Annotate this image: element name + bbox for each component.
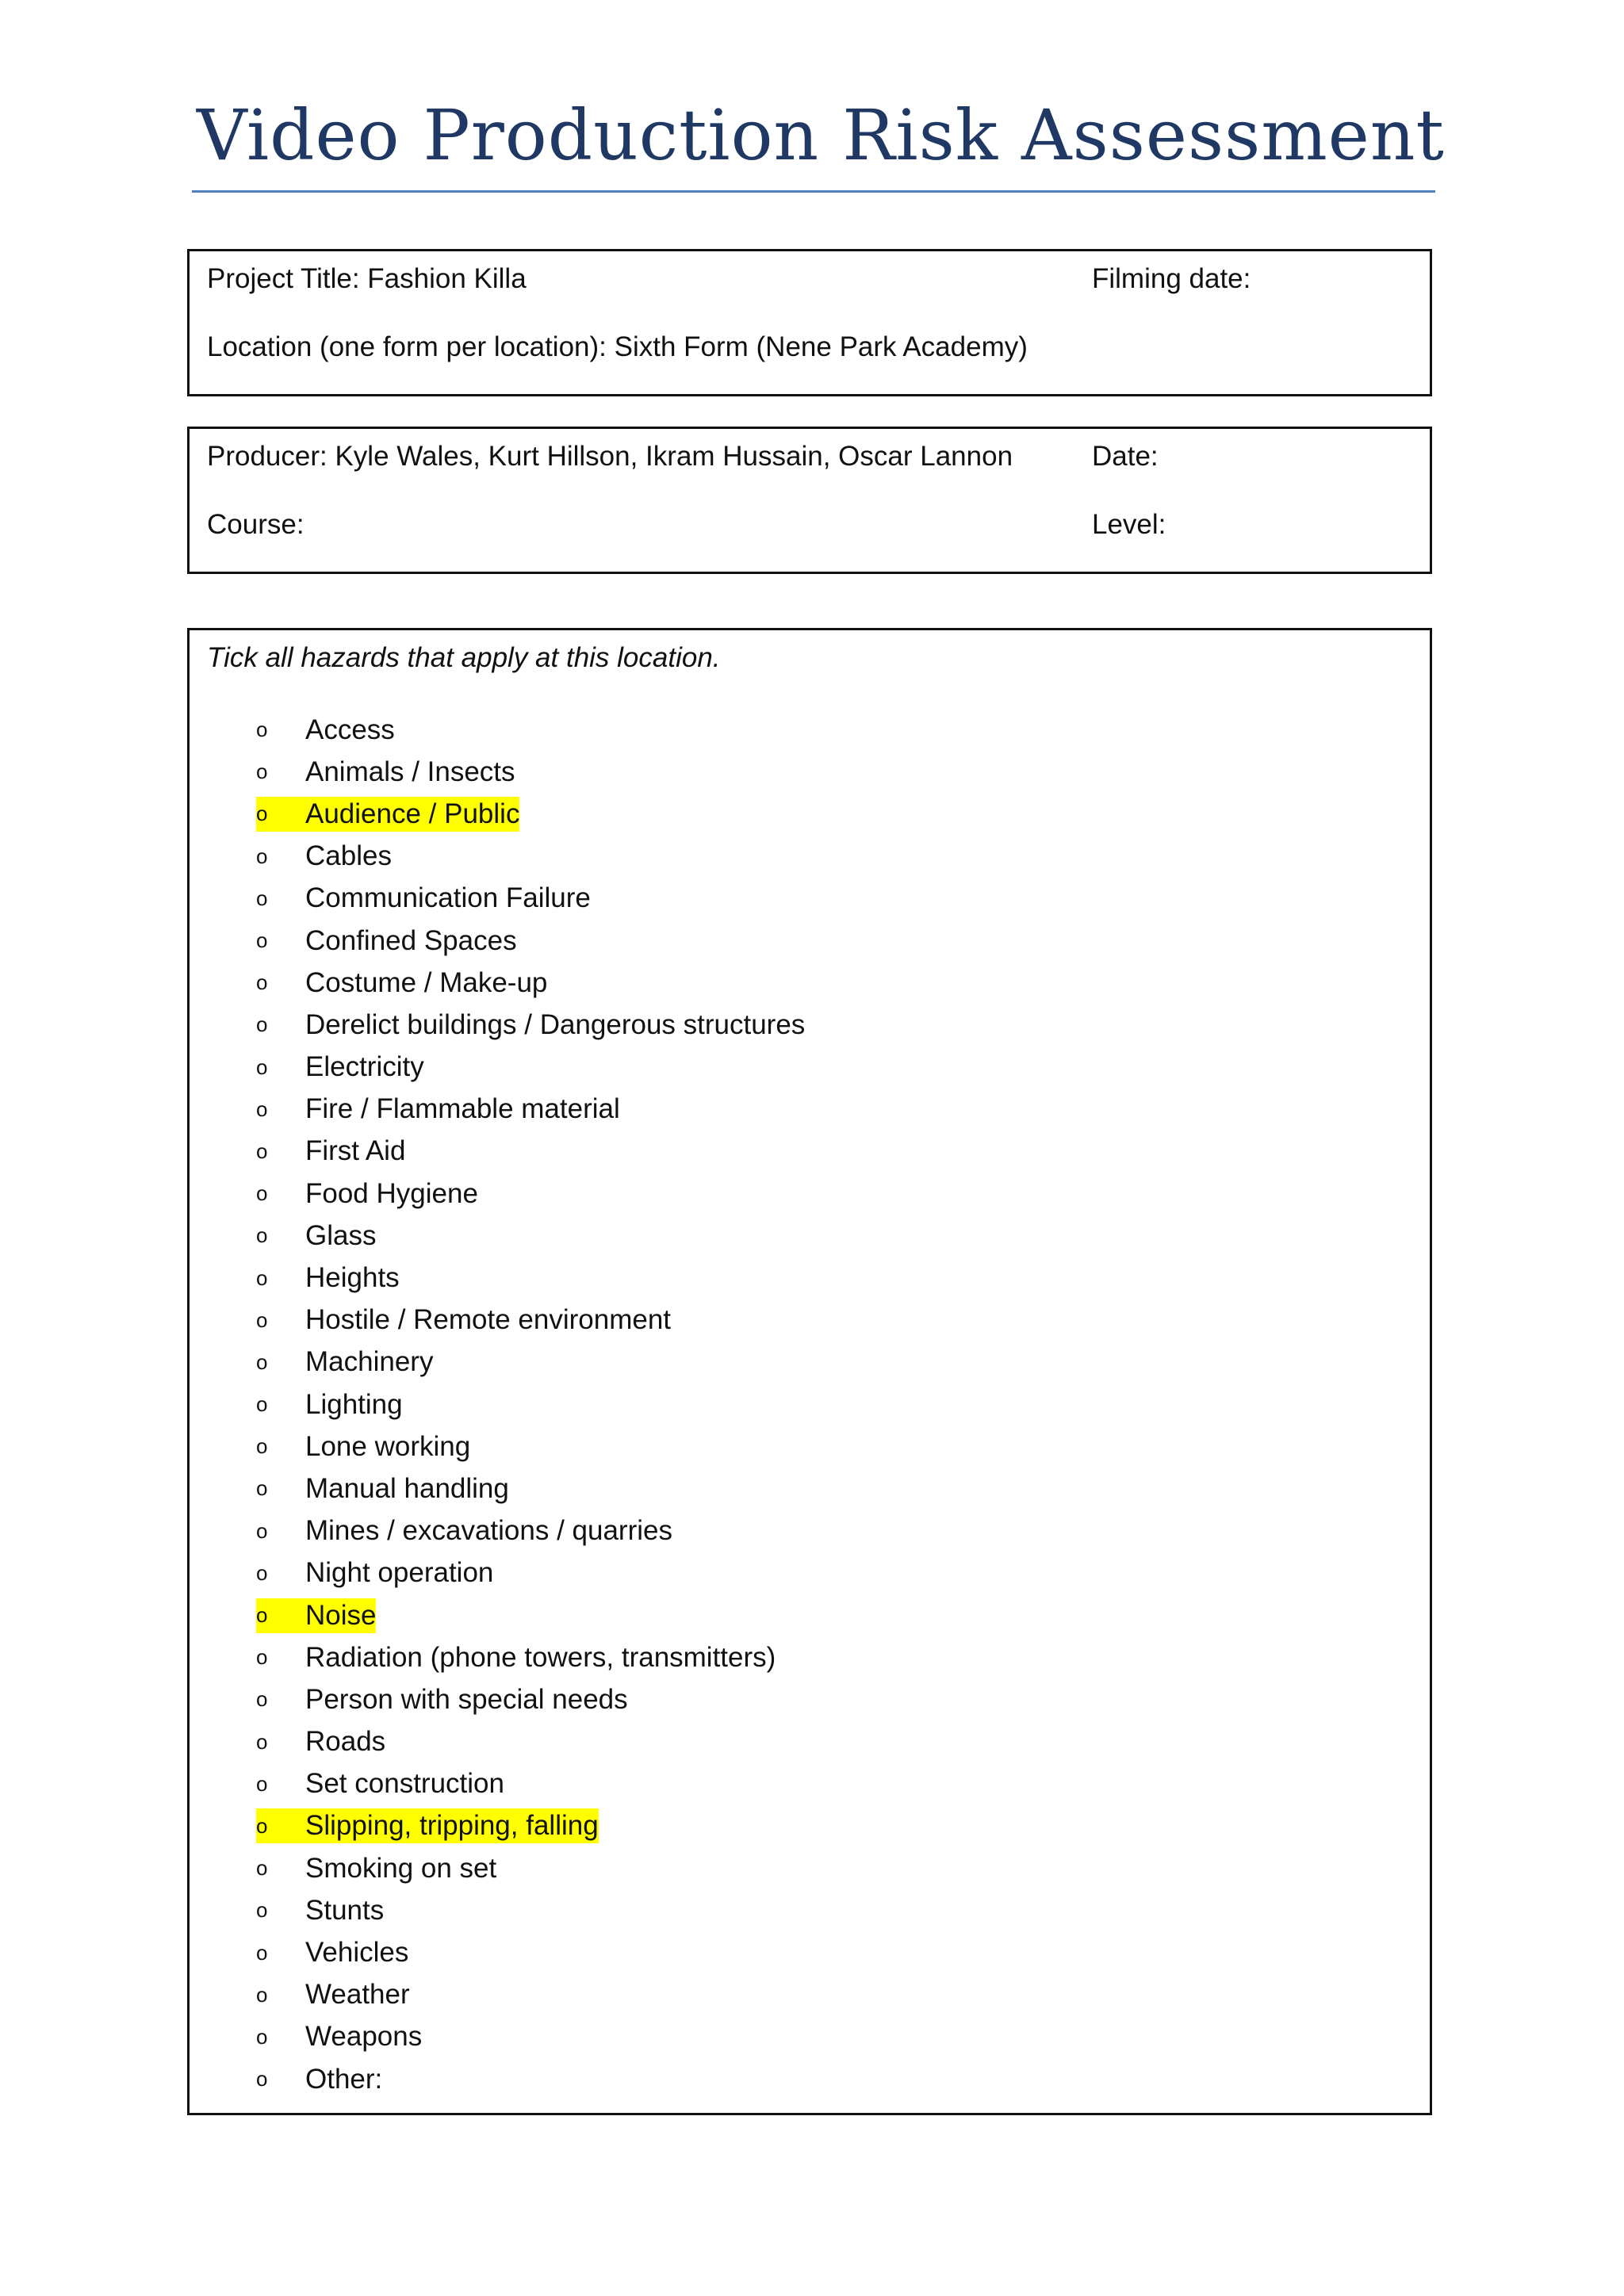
hazard-label: Electricity (305, 1051, 424, 1083)
hazard-row (256, 966, 547, 1001)
hazards-instruction: Tick all hazards that apply at this location. (207, 642, 721, 673)
hazards-box (187, 628, 1432, 2115)
circle-bullet-icon[interactable]: o (256, 1518, 268, 1543)
hazard-row (256, 1640, 776, 1675)
circle-bullet-icon[interactable]: o (256, 1223, 268, 1248)
hazard-item[interactable] (256, 1468, 805, 1510)
hazard-item[interactable] (256, 1510, 805, 1552)
hazard-row (256, 1219, 376, 1253)
hazard-item[interactable] (256, 1004, 805, 1046)
hazard-item[interactable] (256, 1974, 805, 2016)
hazard-item[interactable] (256, 1173, 805, 1215)
circle-bullet-icon[interactable]: o (256, 886, 268, 910)
hazard-item[interactable] (256, 1678, 805, 1720)
hazard-label: Animals / Insects (305, 756, 515, 787)
hazard-item[interactable] (256, 2016, 805, 2058)
circle-bullet-icon[interactable]: o (256, 1645, 268, 1670)
hazard-row (256, 1429, 470, 1464)
hazard-row (256, 1008, 805, 1043)
hazard-row (256, 1387, 403, 1422)
circle-bullet-icon[interactable]: o (256, 1012, 268, 1037)
circle-bullet-icon[interactable]: o (256, 1096, 268, 1121)
hazard-label: Person with special needs (305, 1683, 628, 1715)
hazard-row (256, 839, 392, 874)
hazard-label: Audience / Public (305, 798, 520, 829)
circle-bullet-icon[interactable]: o (256, 802, 268, 826)
hazard-item[interactable] (256, 1594, 805, 1636)
hazard-row (256, 1766, 504, 1801)
hazard-label: Communication Failure (305, 882, 591, 914)
circle-bullet-icon[interactable]: o (256, 1898, 268, 1923)
hazard-row (256, 1177, 478, 1211)
hazard-row (256, 1893, 384, 1928)
hazard-row (256, 1261, 400, 1295)
hazard-label: Mines / excavations / quarries (305, 1515, 672, 1547)
hazard-label: Vehicles (305, 1937, 409, 1969)
hazard-label: Noise (305, 1599, 377, 1631)
circle-bullet-icon[interactable]: o (256, 1940, 268, 1965)
circle-bullet-icon[interactable]: o (256, 1054, 268, 1079)
hazard-label: Derelict buildings / Dangerous structures (305, 1008, 806, 1040)
hazard-item[interactable] (256, 962, 805, 1004)
hazard-label: Hostile / Remote environment (305, 1304, 672, 1336)
circle-bullet-icon[interactable]: o (256, 1392, 268, 1417)
circle-bullet-icon[interactable]: o (256, 970, 268, 995)
level-field: Level: (1092, 509, 1166, 540)
hazard-list (256, 709, 805, 2100)
hazard-item[interactable] (256, 1215, 805, 1257)
hazard-item[interactable] (256, 1341, 805, 1383)
circle-bullet-icon[interactable]: o (256, 928, 268, 953)
date-field: Date: (1092, 441, 1159, 472)
hazard-highlight (256, 797, 519, 832)
hazard-highlight (256, 1598, 376, 1633)
hazard-item[interactable] (256, 1889, 805, 1931)
hazard-row (256, 1092, 620, 1127)
hazard-item[interactable] (256, 793, 805, 835)
circle-bullet-icon[interactable]: o (256, 1603, 268, 1628)
hazard-row (256, 1471, 509, 1506)
hazard-item[interactable] (256, 1552, 805, 1594)
hazard-label: Machinery (305, 1346, 434, 1378)
hazard-row (256, 1513, 672, 1548)
hazard-row (256, 1851, 496, 1886)
hazard-row (256, 1977, 410, 2012)
hazard-row (256, 1345, 433, 1380)
hazard-item[interactable] (256, 920, 805, 962)
hazard-label: Lone working (305, 1430, 471, 1462)
circle-bullet-icon[interactable]: o (256, 1349, 268, 1374)
hazard-item[interactable] (256, 1383, 805, 1425)
hazard-row (256, 1556, 493, 1590)
title-underline (192, 190, 1435, 193)
hazard-item[interactable] (256, 1721, 805, 1763)
hazard-label: Cables (305, 840, 392, 872)
producer-field: Producer: Kyle Wales, Kurt Hillson, Ikram Hussain, Oscar Lannon (207, 441, 1013, 472)
circle-bullet-icon[interactable]: o (256, 1560, 268, 1585)
hazard-label: Lighting (305, 1388, 403, 1420)
hazard-highlight (256, 1808, 599, 1843)
hazard-label: Stunts (305, 1894, 385, 1926)
hazard-item[interactable] (256, 1763, 805, 1805)
circle-bullet-icon[interactable]: o (256, 1813, 268, 1838)
hazard-label: Glass (305, 1219, 377, 1251)
hazard-item[interactable] (256, 1425, 805, 1468)
hazard-item[interactable] (256, 2058, 805, 2100)
hazard-label: Food Hygiene (305, 1177, 478, 1209)
hazard-label: Fire / Flammable material (305, 1093, 620, 1125)
hazard-row (256, 713, 395, 748)
circle-bullet-icon[interactable]: o (256, 2067, 268, 2091)
hazard-item[interactable] (256, 878, 805, 920)
hazard-label: Manual handling (305, 1472, 509, 1504)
hazard-label: Slipping, tripping, falling (305, 1810, 599, 1842)
hazard-label: Access (305, 714, 395, 745)
hazard-item[interactable] (256, 1089, 805, 1131)
hazard-row (256, 1303, 671, 1337)
hazard-label: Heights (305, 1262, 400, 1294)
hazard-item[interactable] (256, 1847, 805, 1889)
hazard-label: Smoking on set (305, 1852, 497, 1884)
hazard-row (256, 1050, 424, 1085)
location-field: Location (one form per location): Sixth Form (Nene Park Academy) (207, 331, 1028, 362)
circle-bullet-icon[interactable]: o (256, 844, 268, 868)
hazard-label: Roads (305, 1726, 386, 1758)
circle-bullet-icon[interactable]: o (256, 2024, 268, 2049)
hazard-row (256, 2062, 382, 2097)
hazard-label: Radiation (phone towers, transmitters) (305, 1641, 776, 1673)
circle-bullet-icon[interactable]: o (256, 1138, 268, 1163)
circle-bullet-icon[interactable]: o (256, 1307, 268, 1332)
hazard-row (256, 1682, 628, 1717)
circle-bullet-icon[interactable]: o (256, 1982, 268, 2007)
hazard-label: Weather (305, 1979, 410, 2011)
circle-bullet-icon[interactable]: o (256, 1687, 268, 1712)
hazard-item[interactable] (256, 709, 805, 751)
hazard-label: Confined Spaces (305, 924, 517, 956)
hazard-label: First Aid (305, 1135, 406, 1167)
hazard-item[interactable] (256, 1047, 805, 1089)
hazard-label: Night operation (305, 1557, 494, 1589)
hazard-item[interactable] (256, 1299, 805, 1341)
hazard-item[interactable] (256, 1805, 805, 1847)
hazard-item[interactable] (256, 836, 805, 878)
hazard-label: Set construction (305, 1768, 504, 1800)
hazard-label: Other: (305, 2063, 383, 2095)
hazard-row (256, 2019, 422, 2054)
page-title: Video Production Risk Assessment (197, 94, 1445, 176)
filming-date-field: Filming date: (1092, 263, 1251, 294)
circle-bullet-icon[interactable]: o (256, 1729, 268, 1754)
circle-bullet-icon[interactable]: o (256, 1434, 268, 1459)
circle-bullet-icon[interactable]: o (256, 1181, 268, 1206)
hazard-row (256, 1134, 405, 1169)
hazard-item[interactable] (256, 1257, 805, 1299)
hazard-row (256, 1935, 408, 1970)
hazard-item[interactable] (256, 1636, 805, 1678)
circle-bullet-icon[interactable]: o (256, 718, 268, 742)
hazard-row (256, 1724, 385, 1759)
circle-bullet-icon[interactable]: o (256, 1265, 268, 1290)
hazard-row (256, 755, 515, 790)
hazard-item[interactable] (256, 1131, 805, 1173)
hazard-row (256, 924, 517, 959)
producer-details-box (187, 427, 1432, 574)
course-field: Course: (207, 509, 304, 540)
project-title-field: Project Title: Fashion Killa (207, 263, 527, 294)
circle-bullet-icon[interactable]: o (256, 1771, 268, 1796)
circle-bullet-icon[interactable]: o (256, 1856, 268, 1881)
circle-bullet-icon[interactable]: o (256, 760, 268, 784)
hazard-label: Costume / Make-up (305, 966, 548, 998)
hazard-item[interactable] (256, 1931, 805, 1973)
circle-bullet-icon[interactable]: o (256, 1476, 268, 1501)
hazard-label: Weapons (305, 2021, 423, 2053)
hazard-item[interactable] (256, 751, 805, 793)
hazard-row (256, 881, 591, 916)
project-details-box (187, 249, 1432, 396)
